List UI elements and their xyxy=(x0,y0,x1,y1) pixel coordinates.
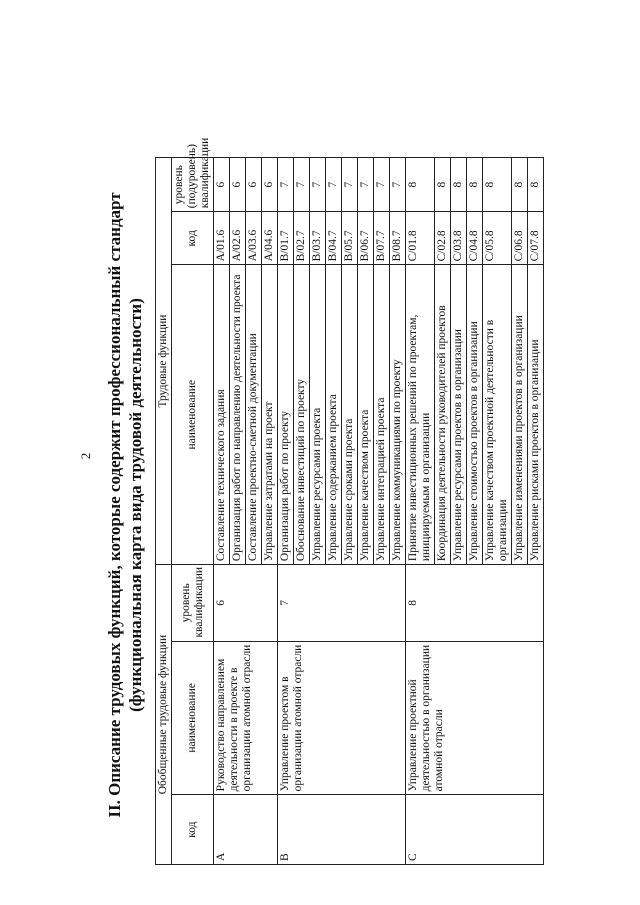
function-level: 8 xyxy=(528,158,544,212)
header-level: уровень квалификации xyxy=(172,565,214,641)
function-name: Управление изменениями проектов в организации xyxy=(512,265,528,565)
header-function-code: код xyxy=(172,212,214,265)
function-name: Управление ресурсами проекта xyxy=(310,265,326,565)
section-subtitle: (функциональная карта вида трудовой деятельности) xyxy=(126,298,145,712)
function-name: Организация работ по направлению деятельности проекта xyxy=(230,265,246,565)
function-level: 7 xyxy=(294,158,310,212)
function-name: Управление ресурсами проектов в организации xyxy=(451,265,467,565)
table-row xyxy=(214,158,230,865)
function-name: Управление содержанием проекта xyxy=(326,265,342,565)
function-code: A/04.6 xyxy=(262,212,278,265)
function-code: C/04.8 xyxy=(467,212,483,265)
function-level: 8 xyxy=(483,158,512,212)
function-name: Обоснование инвестиций по проекту xyxy=(294,265,310,565)
header-name: наименование xyxy=(172,641,214,795)
group-name: Руководство направлением деятельности в проекте в организации атомной отрасли xyxy=(214,641,278,795)
group-name: Управление проектом в организации атомной отрасли xyxy=(278,641,406,795)
function-level: 8 xyxy=(467,158,483,212)
function-level: 6 xyxy=(262,158,278,212)
function-code: C/06.8 xyxy=(512,212,528,265)
function-code: C/07.8 xyxy=(528,212,544,265)
function-code: B/06.7 xyxy=(358,212,374,265)
function-code: C/05.8 xyxy=(483,212,512,265)
header-generalized: Обобщенные трудовые функции xyxy=(156,565,172,865)
function-level: 6 xyxy=(246,158,262,212)
group-code: C xyxy=(406,795,544,865)
function-level: 7 xyxy=(310,158,326,212)
function-code: B/05.7 xyxy=(342,212,358,265)
function-code: B/02.7 xyxy=(294,212,310,265)
function-level: 7 xyxy=(390,158,406,212)
function-name: Управление качеством проекта xyxy=(358,265,374,565)
function-code: A/03.6 xyxy=(246,212,262,265)
function-level: 6 xyxy=(230,158,246,212)
functional-map-table xyxy=(155,137,544,865)
function-code: C/03.8 xyxy=(451,212,467,265)
group-code: B xyxy=(278,795,406,865)
function-code: B/03.7 xyxy=(310,212,326,265)
table-row xyxy=(406,158,435,865)
section-heading xyxy=(104,105,146,905)
function-code: C/02.8 xyxy=(435,212,451,265)
function-name: Организация работ по проекту xyxy=(278,265,294,565)
function-code: B/01.7 xyxy=(278,212,294,265)
function-name: Управление сроками проекта xyxy=(342,265,358,565)
function-name: Управление интеграцией проекта xyxy=(374,265,390,565)
function-name: Координация деятельности руководителей проектов xyxy=(435,265,451,565)
group-name: Управление проектной деятельностью в организации атомной отрасли xyxy=(406,641,544,795)
function-level: 6 xyxy=(214,158,230,212)
function-code: B/04.7 xyxy=(326,212,342,265)
group-code: A xyxy=(214,795,278,865)
header-sub-level: уровень (подуровень) квалификации xyxy=(172,158,214,212)
function-level: 8 xyxy=(512,158,528,212)
function-level: 7 xyxy=(278,158,294,212)
function-level: 8 xyxy=(435,158,451,212)
group-level: 8 xyxy=(406,565,544,641)
function-level: 8 xyxy=(451,158,467,212)
function-name: Принятие инвестиционных решений по проектам, инициируемым в организации xyxy=(406,265,435,565)
function-code: A/02.6 xyxy=(230,212,246,265)
function-name: Управление рисками проектов в организации xyxy=(528,265,544,565)
rotated-page-content xyxy=(0,105,640,905)
function-code: A/01.6 xyxy=(214,212,230,265)
function-name: Управление качеством проектной деятельности в организации xyxy=(483,265,512,565)
function-level: 8 xyxy=(406,158,435,212)
function-name: Управление стоимостью проектов в организации xyxy=(467,265,483,565)
function-level: 7 xyxy=(374,158,390,212)
function-name: Составление проектно-сметной документации xyxy=(246,265,262,565)
function-level: 7 xyxy=(342,158,358,212)
function-name: Управление затратами на проект xyxy=(262,265,278,565)
function-code: C/01.8 xyxy=(406,212,435,265)
table-row xyxy=(278,158,294,865)
header-labor-functions: Трудовые функции xyxy=(156,158,172,565)
function-code: B/07.7 xyxy=(374,212,390,265)
function-name: Составление технического задания xyxy=(214,265,230,565)
functional-map-body xyxy=(214,158,544,865)
function-level: 7 xyxy=(358,158,374,212)
section-title: II. Описание трудовых функций, которые содержит профессиональный стандарт xyxy=(105,192,124,818)
function-level: 7 xyxy=(326,158,342,212)
header-code: код xyxy=(172,795,214,865)
group-level: 7 xyxy=(278,565,406,641)
function-code: B/08.7 xyxy=(390,212,406,265)
function-name: Управление коммуникациями по проекту xyxy=(390,265,406,565)
group-level: 6 xyxy=(214,565,278,641)
page-number: 2 xyxy=(78,452,93,460)
header-function-name: наименование xyxy=(172,265,214,565)
